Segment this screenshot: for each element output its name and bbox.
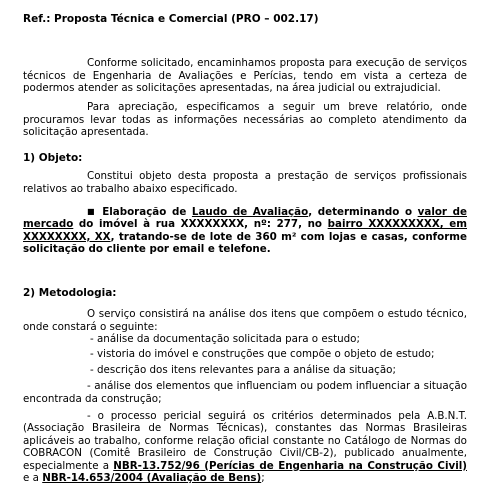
objeto-item-text-1: Elaboração de — [102, 206, 192, 218]
objeto-item-text-4: , tratando-se de lote de 360 m² com lojas e casas, conforme solicitação do cliente por email e telefone. — [23, 230, 468, 256]
objeto-item-bairro: bairro XXXXXXXXX, em XXXXXXXX, XX — [23, 218, 468, 243]
objeto-item-text-2: , determinando o — [308, 206, 418, 218]
metodologia-item-3: - descrição dos itens relevantes para a análise da situação; — [90, 364, 396, 376]
metodologia-paragraph: O serviço consistirá na análise dos itens que compõem o estudo técnico, onde constará o seguinte: — [23, 308, 467, 333]
nbr-13752-reference: NBR-13.752/96 (Perícias de Engenharia na Construção Civil) — [113, 459, 467, 472]
objeto-paragraph: Constitui objeto desta proposta a prestação de serviços profissionais relativos ao trabalho abaixo especificado. — [23, 170, 467, 195]
bullet-square-icon: ■ — [87, 207, 97, 216]
intro-paragraph-2: Para apreciação, especificamos a seguir um breve relatório, onde procuramos levar todas as informações necessárias ao completo atendimento da solicitação apresentada. — [23, 101, 467, 139]
intro-paragraph-1: Conforme solicitado, encaminhamos proposta para execução de serviços técnicos de Engenharia de Avaliações e Perícias, tendo em vista a certeza de podermos atender as solicitações apresentadas, na área judicial ou extrajudicial. — [23, 57, 467, 95]
nbr-14653-reference: NBR-14.653/2004 (Avaliação de Bens) — [42, 472, 262, 485]
reference-line: Ref.: Proposta Técnica e Comercial (PRO – 002.17) — [23, 13, 319, 25]
objeto-item-text-3: do imóvel à rua XXXXXXXX, nº: 277, no — [73, 218, 328, 231]
metodologia-last-text-2: e a — [23, 472, 43, 485]
metodologia-item-2: - vistoria do imóvel e construções que compõe o objeto de estudo; — [90, 348, 435, 360]
metodologia-item-5 — [23, 410, 467, 484]
metodologia-last-text-1: - o processo pericial seguirá os critérios determinados pela A.B.N.T. (Associação Brasileira de Normas Técnicas), constantes das Normas Brasileiras aplicáveis ao trabalho, conforme relação oficial constante no Catálogo de Normas do COBRACON (Comitê Brasileiro de Construção Civil/CB-2), publicado anualmente, especialmente a — [23, 410, 467, 472]
section-heading-objeto: 1) Objeto: — [23, 152, 83, 164]
objeto-item-laudo: Laudo de Avaliação — [191, 206, 309, 218]
objeto-item — [23, 206, 467, 256]
metodologia-last-text-3: ; — [261, 472, 265, 485]
objeto-item-valor: valor de mercado — [23, 206, 467, 231]
metodologia-item-1: - análise da documentação solicitada para o estudo; — [90, 333, 360, 345]
metodologia-item-4: - análise dos elementos que influenciam ou podem influenciar a situação encontrada da construção; — [23, 380, 467, 405]
section-heading-metodologia: 2) Metodologia: — [23, 287, 117, 299]
